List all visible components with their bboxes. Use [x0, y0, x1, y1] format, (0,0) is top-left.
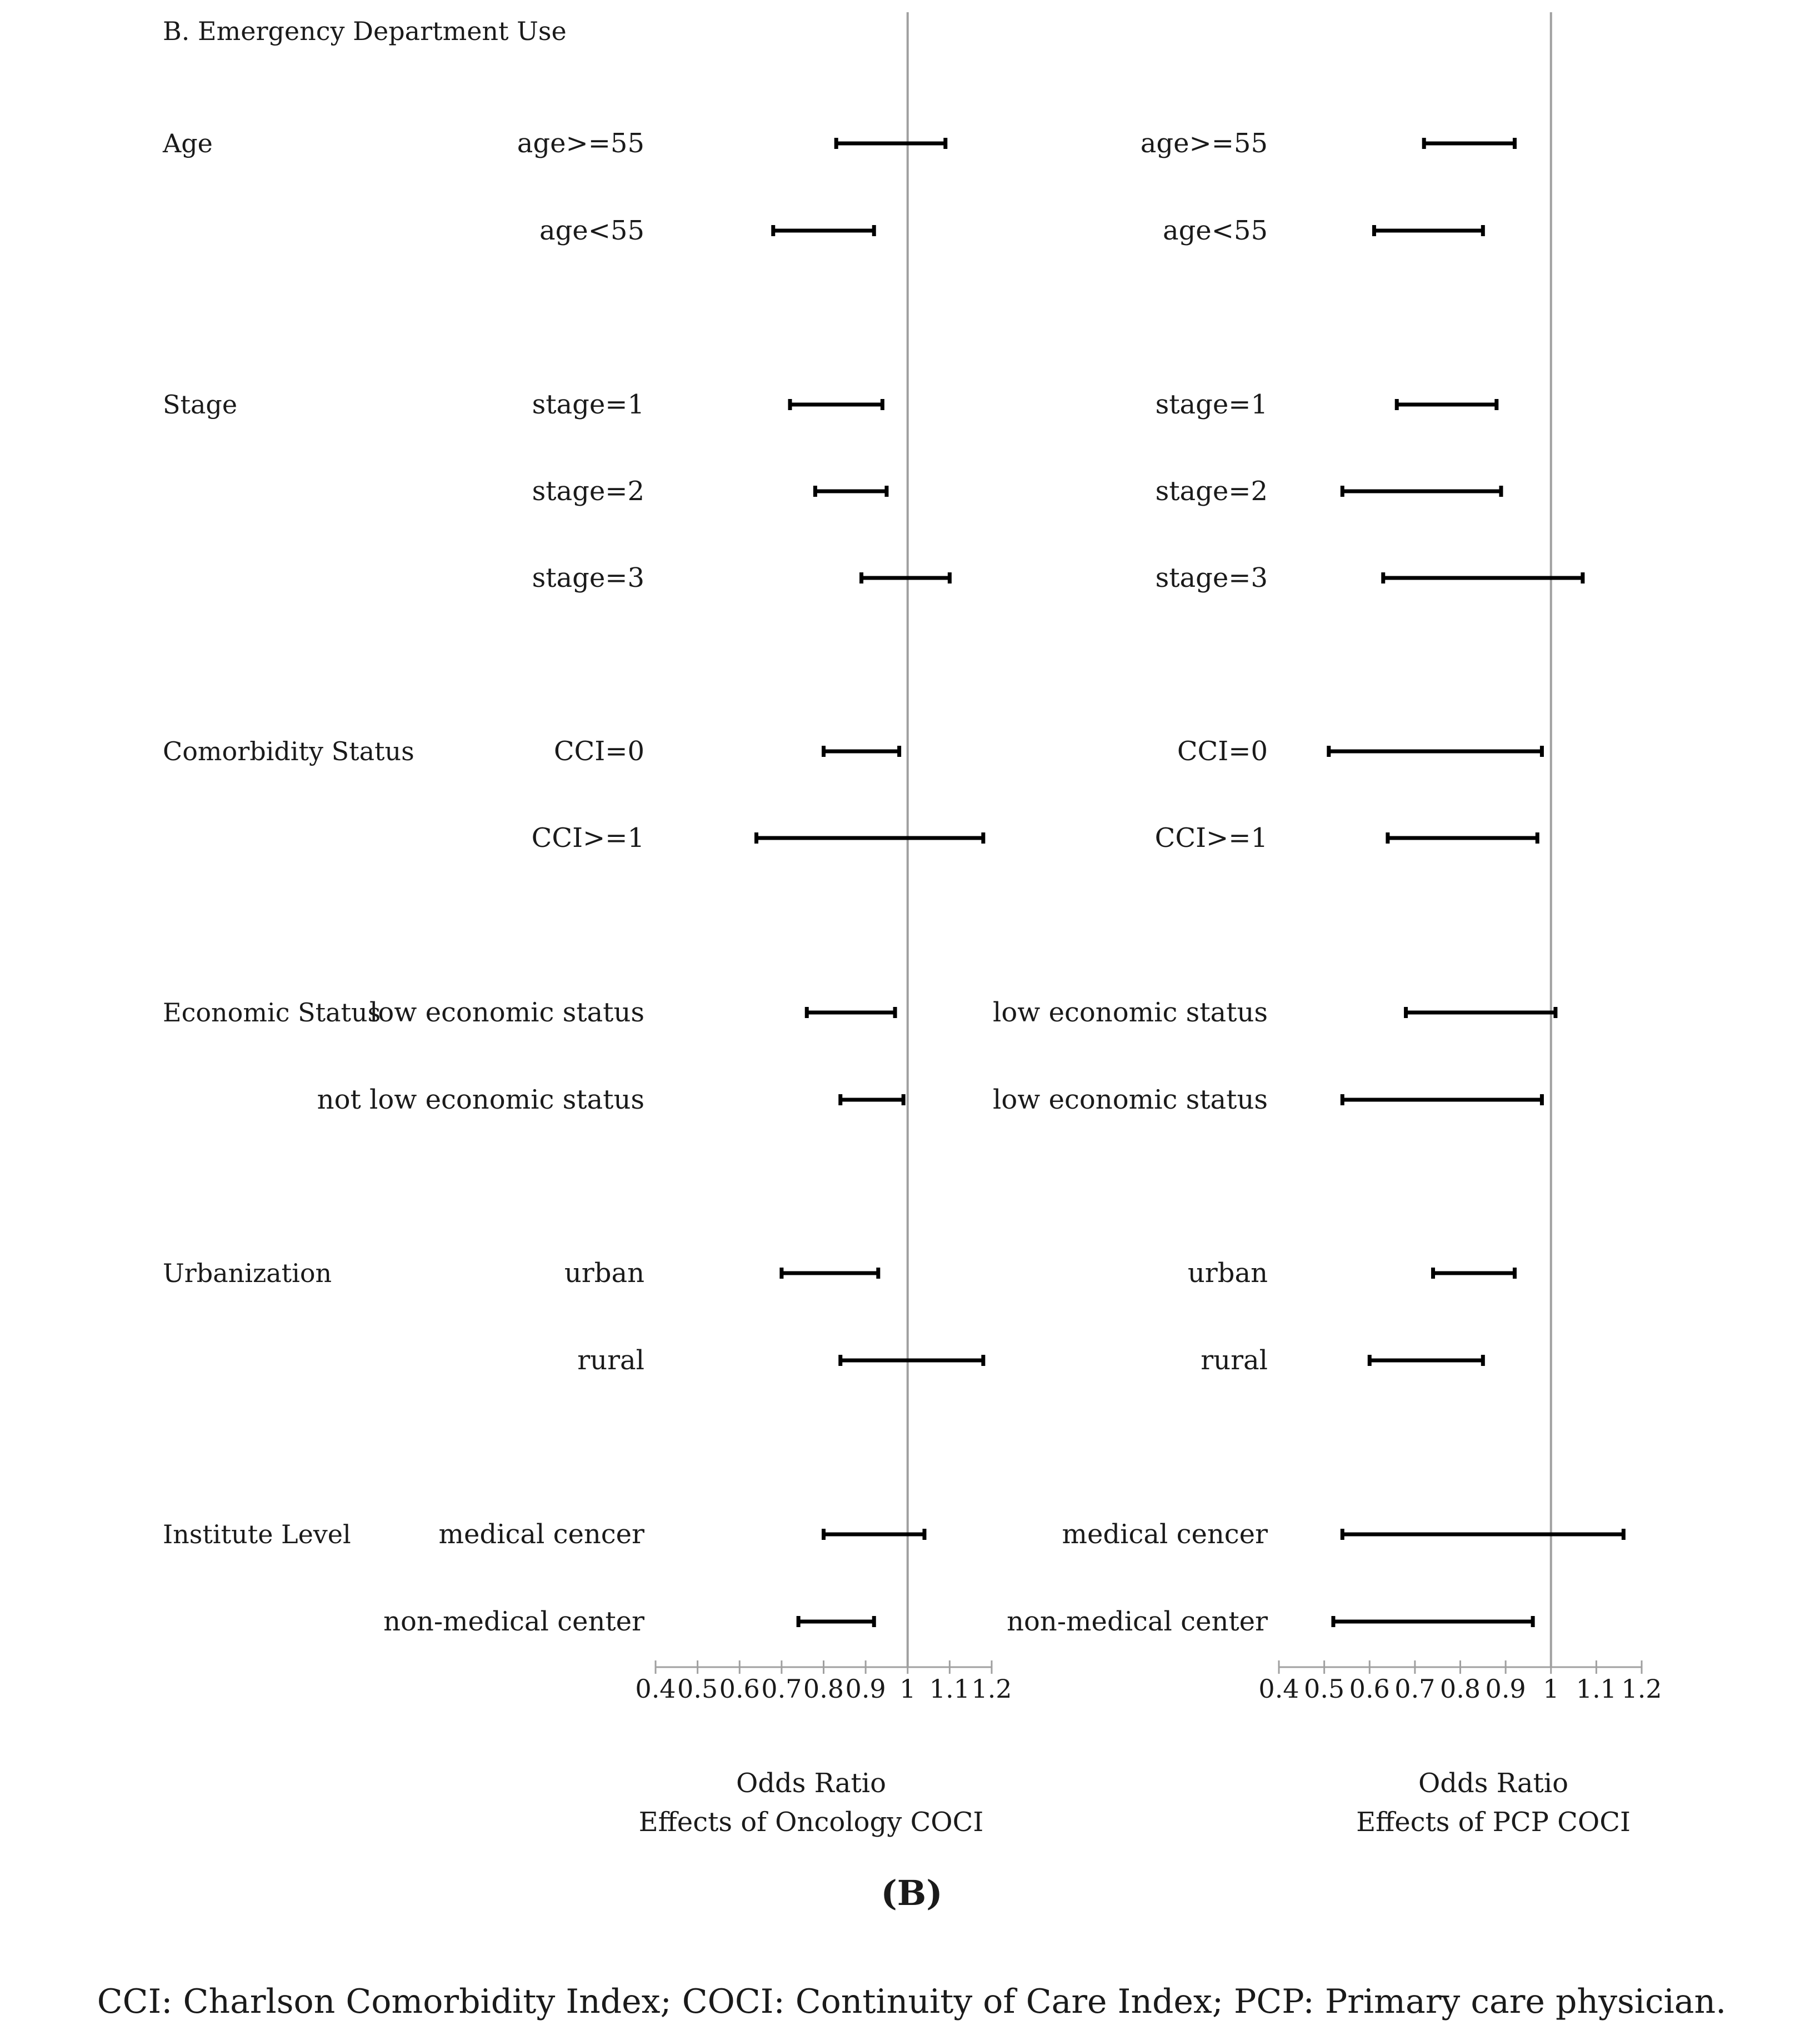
row-label: non-medical center — [383, 1606, 644, 1637]
x-tick-label: 1.1 — [929, 1674, 970, 1704]
x-tick-label: 1 — [1543, 1674, 1559, 1704]
group-label: Comorbidity Status — [163, 736, 414, 766]
row-label: low economic status — [993, 997, 1268, 1028]
x-tick-label: 0.6 — [1349, 1674, 1390, 1704]
row-label: CCI>=1 — [531, 822, 644, 854]
x-tick-label: 0.5 — [1304, 1674, 1345, 1704]
group-label: Economic Status — [163, 997, 381, 1028]
row-label: urban — [564, 1258, 644, 1289]
row-label: age<55 — [1162, 215, 1268, 246]
row-label: stage=1 — [1155, 389, 1268, 420]
x-axis-subtitle: Effects of PCP COCI — [1356, 1807, 1631, 1838]
row-label: age>=55 — [517, 128, 644, 159]
x-axis-subtitle: Effects of Oncology COCI — [638, 1807, 984, 1838]
group-label: Age — [163, 128, 213, 158]
figure-letter: (B) — [881, 1873, 943, 1913]
row-label: rural — [1201, 1345, 1268, 1376]
row-label: not low economic status — [317, 1084, 644, 1115]
x-axis-title: Odds Ratio — [736, 1768, 887, 1799]
x-tick-label: 0.8 — [803, 1674, 844, 1704]
row-label: age>=55 — [1140, 128, 1268, 159]
row-label: stage=2 — [1155, 476, 1268, 507]
row-label: low economic status — [369, 997, 644, 1028]
x-tick-label: 1.1 — [1576, 1674, 1617, 1704]
x-tick-label: 0.4 — [635, 1674, 676, 1704]
panel-title: B. Emergency Department Use — [163, 16, 567, 46]
x-tick-label: 0.5 — [677, 1674, 718, 1704]
row-label: CCI>=1 — [1154, 822, 1268, 854]
row-label: medical cencer — [1062, 1519, 1268, 1550]
group-label: Institute Level — [163, 1519, 351, 1549]
x-tick-label: 1.2 — [1621, 1674, 1662, 1704]
x-axis-title: Odds Ratio — [1418, 1768, 1569, 1799]
row-label: stage=2 — [532, 476, 644, 507]
row-label: low economic status — [993, 1084, 1268, 1115]
x-tick-label: 1.2 — [971, 1674, 1012, 1704]
row-label: stage=3 — [532, 562, 644, 593]
row-label: medical cencer — [438, 1519, 644, 1550]
x-tick-label: 0.7 — [1394, 1674, 1436, 1704]
x-tick-label: 0.9 — [845, 1674, 886, 1704]
row-label: age<55 — [539, 215, 644, 246]
pcp-coci-panel — [993, 12, 1662, 1838]
x-tick-label: 0.4 — [1258, 1674, 1299, 1704]
row-label: CCI=0 — [553, 736, 644, 767]
caption: CCI: Charlson Comorbidity Index; COCI: Continuity of Care Index; PCP: Primary care physician. — [97, 1982, 1727, 2021]
row-label: stage=3 — [1155, 562, 1268, 593]
x-tick-label: 1 — [899, 1674, 916, 1704]
x-tick-label: 0.7 — [761, 1674, 802, 1704]
x-tick-label: 0.8 — [1439, 1674, 1481, 1704]
row-label: CCI=0 — [1177, 736, 1268, 767]
x-tick-label: 0.9 — [1485, 1674, 1526, 1704]
group-labels — [162, 128, 414, 1549]
row-label: non-medical center — [1007, 1606, 1268, 1637]
group-label: Urbanization — [163, 1258, 332, 1288]
group-label: Stage — [163, 390, 238, 420]
x-tick-label: 0.6 — [719, 1674, 760, 1704]
oncology-coci-panel — [317, 12, 1012, 1838]
row-label: urban — [1187, 1258, 1268, 1289]
row-label: rural — [577, 1345, 644, 1376]
row-label: stage=1 — [532, 389, 644, 420]
